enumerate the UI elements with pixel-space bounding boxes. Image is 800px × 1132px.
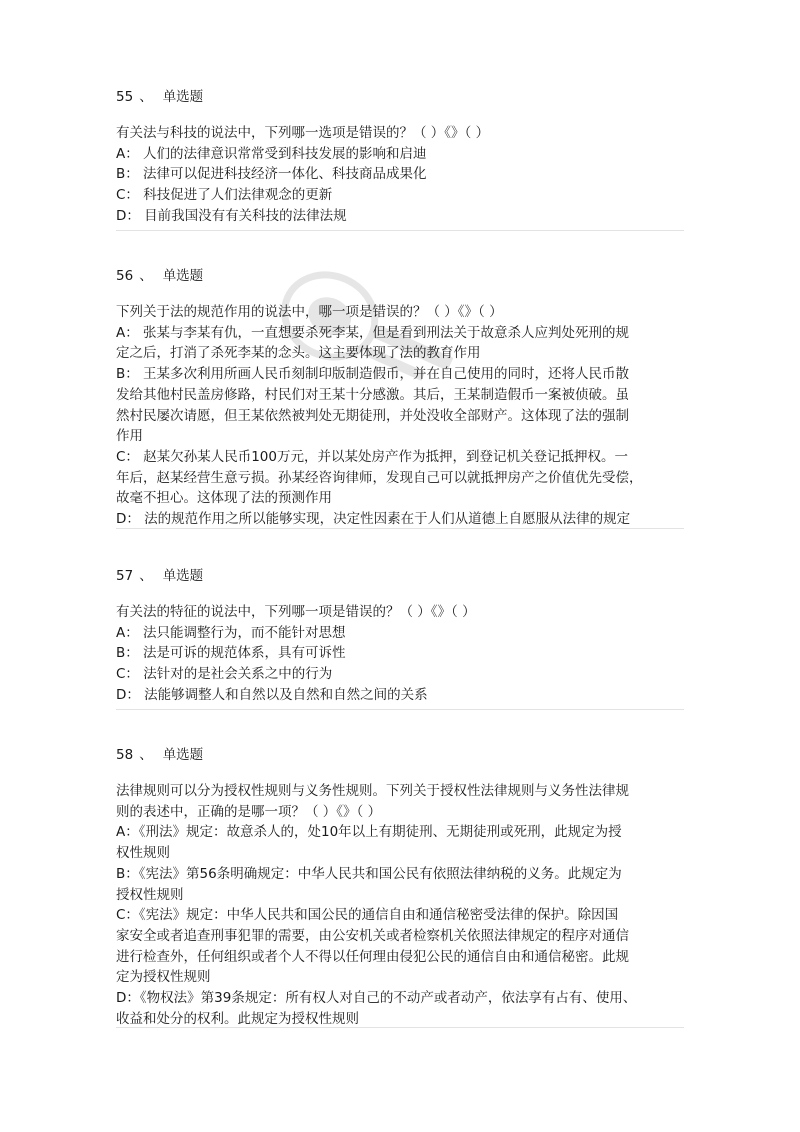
question-type: 单选题	[162, 268, 204, 284]
question-55	[116, 87, 684, 227]
question-number: 58	[116, 747, 134, 763]
question-separator: 、	[139, 268, 153, 284]
question-58	[116, 745, 684, 1029]
question-header	[116, 266, 684, 286]
question-divider	[116, 709, 684, 710]
option-line: 发给其他村民盖房修路，村民们对王某十分感激。其后，王某制造假币一案被侦破。虽	[116, 386, 629, 403]
question-header	[116, 745, 684, 765]
question-number: 57	[116, 568, 134, 584]
option-line: A： 法只能调整行为，而不能针对思想	[116, 624, 346, 641]
option-c	[116, 664, 684, 685]
option-b	[116, 364, 684, 447]
question-divider	[116, 1027, 684, 1028]
option-b	[116, 864, 684, 905]
option-line: B：《宪法》第56条明确规定：中华人民共和国公民有依照法律纳税的义务。此规定为	[116, 865, 622, 882]
option-line: 授权性规则	[116, 886, 184, 903]
option-line: C： 科技促进了人们法律观念的更新	[116, 187, 333, 204]
option-line: A： 张某与李某有仇，一直想要杀死李某，但是看到刑法关于故意杀人应判处死刑的规	[116, 324, 630, 341]
option-line: D： 目前我国没有有关科技的法律法规	[116, 207, 347, 224]
stem-line: 法律规则可以分为授权性规则与义务性规则。下列关于授权性法律规则与义务性法律规	[116, 783, 629, 799]
question-stem	[116, 302, 684, 323]
option-b	[116, 164, 684, 185]
question-separator: 、	[139, 568, 153, 584]
option-d	[116, 206, 684, 227]
option-line: 定为授权性规则	[116, 969, 211, 986]
option-d	[116, 685, 684, 706]
option-line: A：《刑法》规定：故意杀人的，处10年以上有期徒刑、无期徒刑或死刑，此规定为授	[116, 824, 622, 841]
option-b	[116, 643, 684, 664]
question-type: 单选题	[162, 89, 204, 105]
option-line: 定之后，打消了杀死李某的念头。这主要体现了法的教育作用	[116, 345, 481, 362]
option-line: D： 法的规范作用之所以能够实现，决定性因素在于人们从道德上自愿服从法律的规定	[116, 511, 631, 528]
option-c	[116, 905, 684, 988]
question-header	[116, 87, 684, 107]
question-stem	[116, 602, 684, 623]
stem-line: 下列关于法的规范作用的说法中，哪一项是错误的？（ ）《》（ ）	[116, 304, 503, 320]
question-number: 56	[116, 268, 134, 284]
option-line: B： 法是可诉的规范体系，具有可诉性	[116, 645, 346, 662]
option-c	[116, 447, 684, 509]
option-d	[116, 509, 684, 530]
question-body	[116, 123, 684, 227]
option-line: 作用	[116, 428, 143, 445]
option-line: 然村民屡次请愿，但王某依然被判处无期徒刑，并处没收全部财产。这体现了法的强制	[116, 407, 629, 424]
question-separator: 、	[139, 89, 153, 105]
option-a	[116, 822, 684, 863]
option-line: B： 王某多次利用所画人民币刻制印版制造假币，并在自己使用的同时，还将人民币散	[116, 366, 630, 383]
option-line: 收益和处分的权利。此规定为授权性规则	[116, 1010, 359, 1027]
option-d	[116, 988, 684, 1029]
question-separator: 、	[139, 747, 153, 763]
question-type: 单选题	[162, 568, 204, 584]
question-body	[116, 781, 684, 1029]
stem-line: 有关法与科技的说法中，下列哪一选项是错误的？（ ）《》（ ）	[116, 125, 490, 141]
option-line: 故毫不担心。这体现了法的预测作用	[116, 490, 332, 507]
question-divider	[116, 528, 684, 529]
option-line: C：《宪法》规定：中华人民共和国公民的通信自由和通信秘密受法律的保护。除因国	[116, 907, 619, 924]
option-line: 进行检查外，任何组织或者个人不得以任何理由侵犯公民的通信自由和通信秘密。此规	[116, 948, 629, 965]
option-line: D：《物权法》第39条规定：所有权人对自己的不动产或者动产，依法享有占有、使用、	[116, 990, 637, 1007]
option-line: D： 法能够调整人和自然以及自然和自然之间的关系	[116, 686, 428, 703]
option-a	[116, 623, 684, 644]
stem-line: 有关法的特征的说法中，下列哪一项是错误的？（ ）《》（ ）	[116, 604, 476, 620]
option-a	[116, 323, 684, 364]
question-header	[116, 566, 684, 586]
question-type: 单选题	[162, 747, 204, 763]
option-a	[116, 144, 684, 165]
question-stem	[116, 781, 684, 822]
question-body	[116, 602, 684, 706]
option-line: 权性规则	[116, 845, 170, 862]
option-line: C： 赵某欠孙某人民币100万元，并以某处房产作为抵押，到登记机关登记抵押权。一	[116, 448, 628, 465]
question-57	[116, 566, 684, 706]
option-line: B： 法律可以促进科技经济一体化、科技商品成果化	[116, 166, 427, 183]
question-number: 55	[116, 89, 134, 105]
question-56	[116, 266, 684, 530]
option-line: C： 法针对的是社会关系之中的行为	[116, 666, 333, 683]
option-c	[116, 185, 684, 206]
option-line: 家安全或者追查刑事犯罪的需要，由公安机关或者检察机关依照法律规定的程序对通信	[116, 927, 629, 944]
question-stem	[116, 123, 684, 144]
question-body	[116, 302, 684, 530]
stem-line: 则的表述中，正确的是哪一项？（ ）《》（ ）	[116, 803, 382, 820]
question-divider	[116, 230, 684, 231]
option-line: 年后，赵某经营生意亏损。孙某经咨询律师，发现自己可以就抵押房产之价值优先受偿，	[116, 469, 643, 486]
option-line: A： 人们的法律意识常常受到科技发展的影响和启迪	[116, 145, 427, 162]
